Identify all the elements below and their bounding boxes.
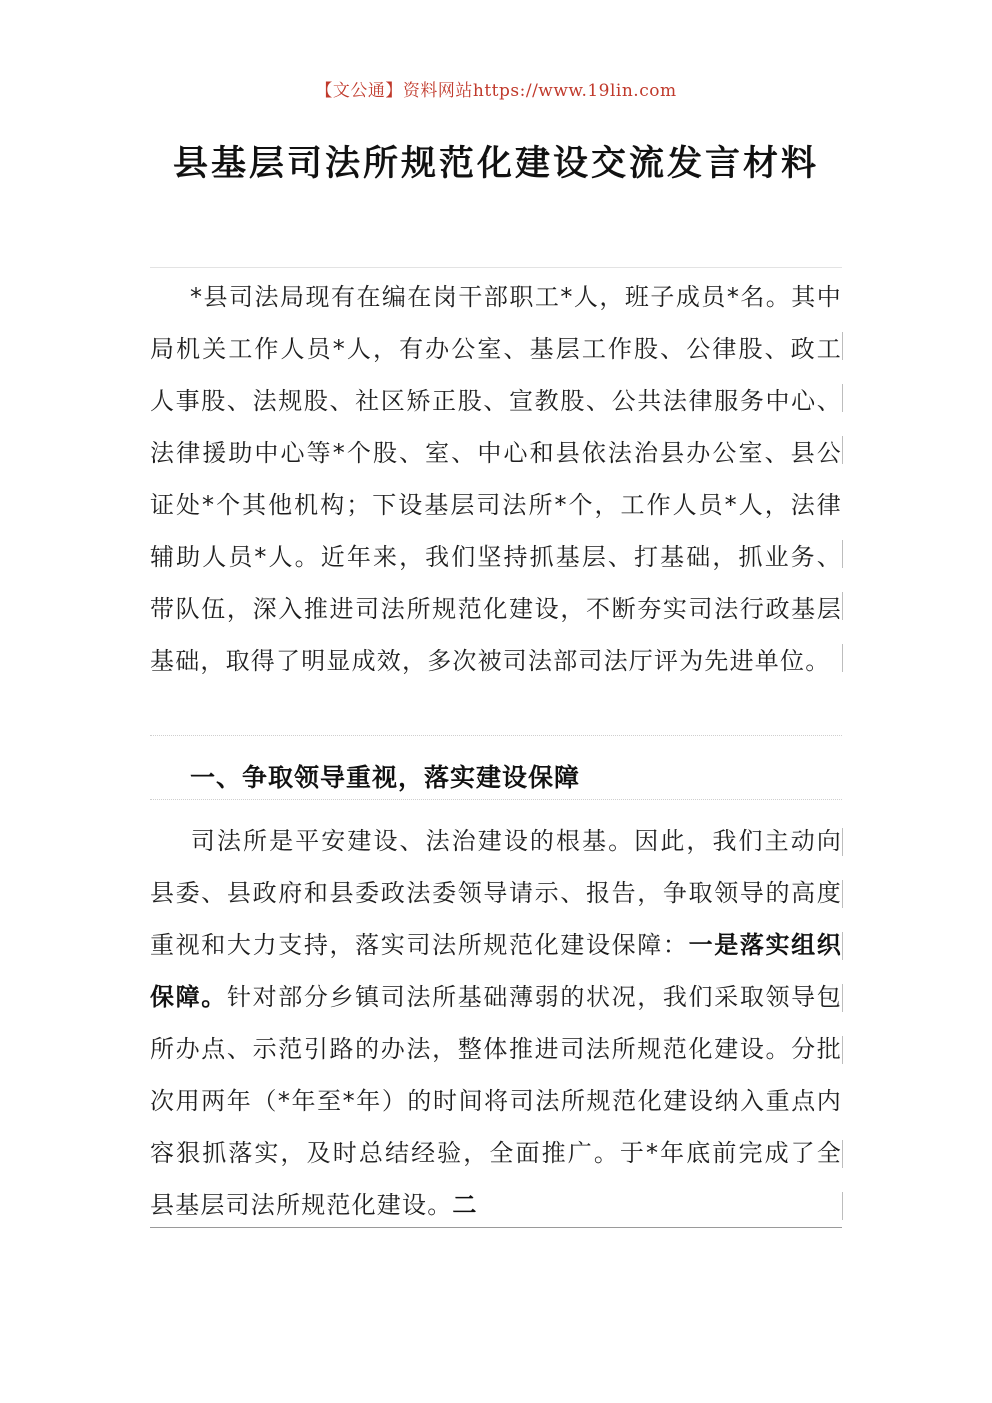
- margin-mark: [842, 828, 843, 856]
- intro-paragraph-text: *县司法局现有在编在岗干部职工*人，班子成员*名。其中局机关工作人员*人，有办公室、基层工作股、公律股、政工人事股、法规股、社区矫正股、宣教股、公共法律服务中心、法律援助中心等*个股、室、中心和县依法治县办公室、县公证处*个其他机构；下设基层司法所*个，工作人员*人，法律辅助人员*人。近年来，我们坚持抓基层、打基础，抓业务、带队伍，深入推进司法所规范化建设，不断夯实司法行政基层基础，取得了明显成效，多次被司法部司法厅评为先进单位。: [150, 283, 842, 675]
- margin-mark: [842, 436, 843, 464]
- margin-mark: [842, 644, 843, 672]
- margin-mark: [842, 932, 843, 960]
- section-paragraph-part1: 司法所是平安建设、法治建设的根基。因此，我们主动向县委、县政府和县委政法委领导请示、报告，争取领导的高度重视和大力支持，落实司法所规范化建设保障：: [150, 827, 842, 959]
- section-paragraph-part2: 针对部分乡镇司法所基础薄弱的状况，我们采取领导包所办点、示范引路的办法，整体推进司法所规范化建设。分批次用两年（*年至*年）的时间将司法所规范化建设纳入重点内容狠抓落实，及时总结经验，全面推广。于*年底前完成了全县基层司法所规范化建设。: [150, 983, 842, 1219]
- section-heading: 一、争取领导重视，落实建设保障: [190, 763, 581, 792]
- divider-after-heading: [150, 799, 842, 800]
- section-paragraph-tail-bold: 二: [452, 1191, 478, 1219]
- margin-mark: [842, 1192, 843, 1220]
- divider-bottom: [150, 1227, 842, 1228]
- section-paragraph-bold-lead: 一是落实组织保障。: [150, 931, 842, 1011]
- document-title: 县基层司法所规范化建设交流发言材料: [172, 143, 819, 184]
- margin-mark: [842, 1036, 843, 1064]
- margin-mark: [842, 1140, 843, 1168]
- margin-mark: [842, 984, 843, 1012]
- section-paragraph: [150, 815, 842, 1231]
- divider-top: [150, 267, 842, 268]
- margin-mark: [842, 540, 843, 568]
- margin-mark: [842, 880, 843, 908]
- divider-after-intro: [150, 735, 842, 736]
- intro-paragraph: [150, 271, 842, 687]
- margin-mark: [842, 592, 843, 620]
- margin-mark: [842, 384, 843, 412]
- resource-site-link[interactable]: 【文公通】资料网站https://www.19lin.com: [315, 81, 677, 101]
- margin-mark: [842, 332, 843, 360]
